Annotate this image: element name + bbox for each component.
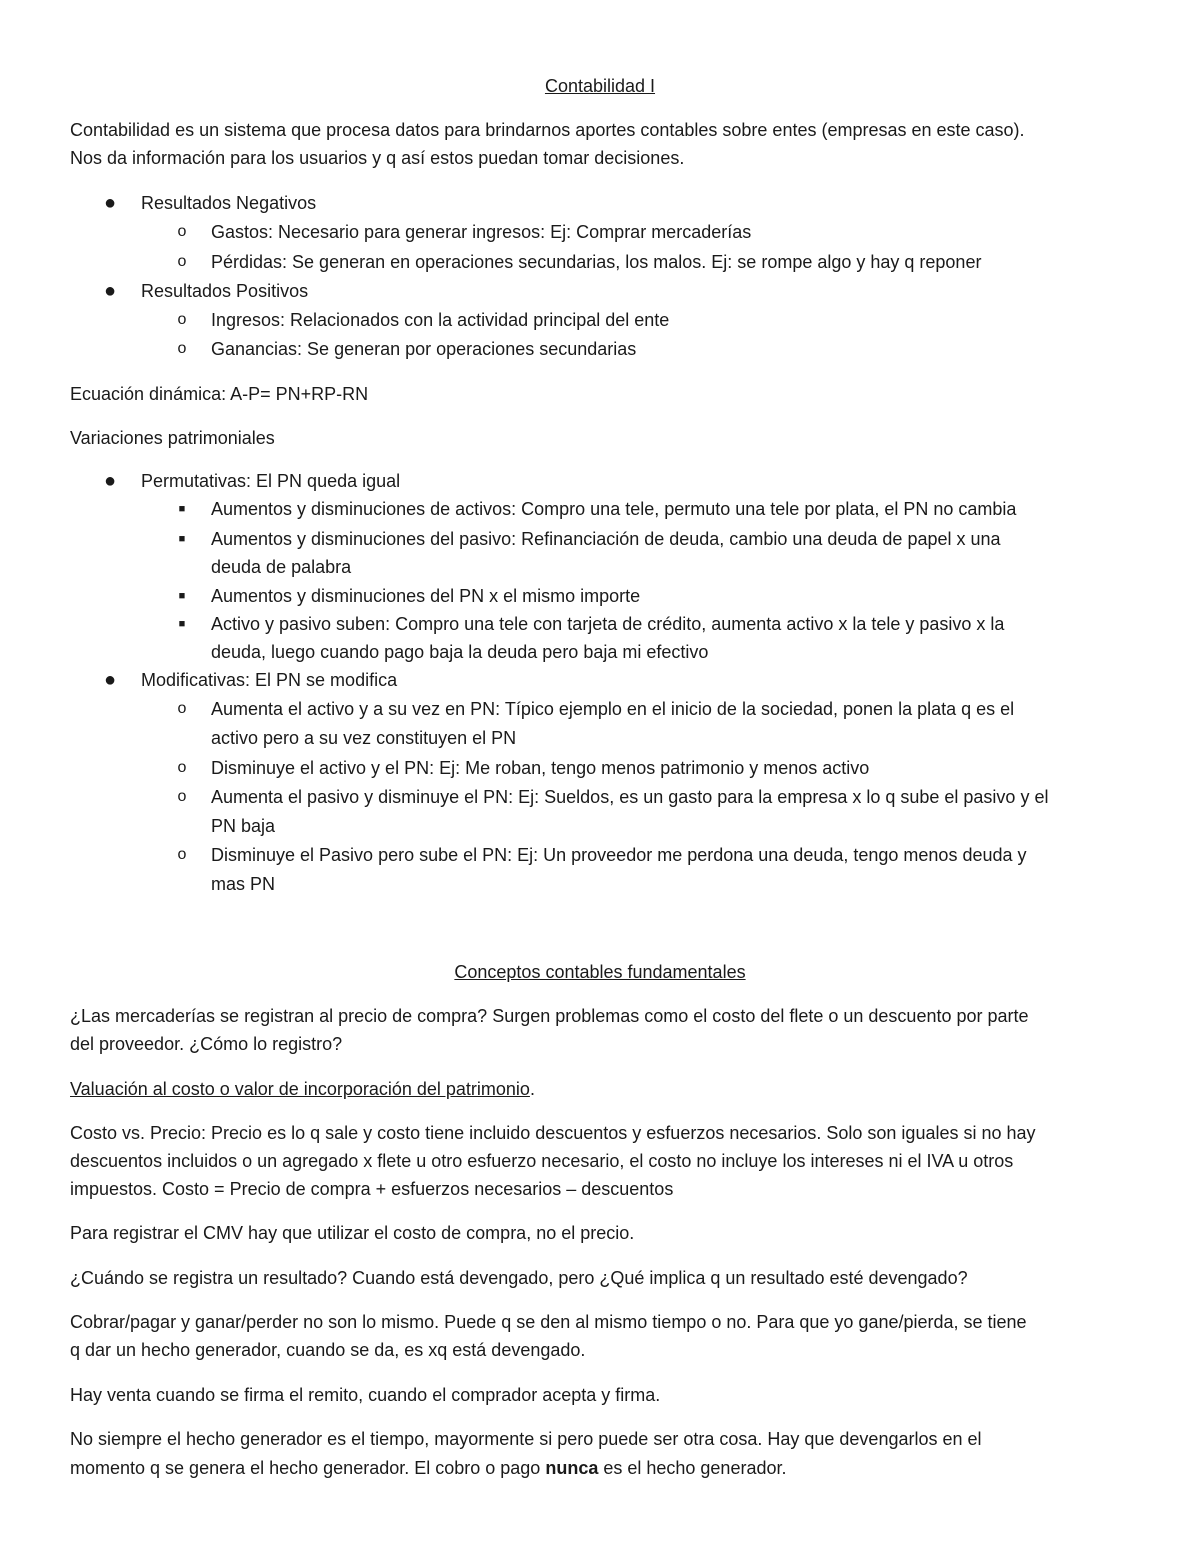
bullet-circle: o [177,223,187,240]
bullet-square: ■ [178,590,186,602]
paragraph-line: No siempre el hecho generador es el tiempo, mayormente si pero puede ser otra cosa. Hay que devengarlos en el [70,1429,982,1449]
list-subitem: Disminuye el Pasivo pero sube el PN: Ej: Un proveedor me perdona una deuda, tengo menos deuda y [211,845,1027,865]
list-subitem-continued: activo pero a su vez constituyen el PN [211,728,517,748]
list-subitem-continued: PN baja [211,816,276,836]
list-item-modificativas: Modificativas: El PN se modifica [141,670,398,690]
intro-line: Nos da información para los usuarios y q así estos puedan tomar decisiones. [70,148,685,168]
paragraph-line: Hay venta cuando se firma el remito, cuando el comprador acepta y firma. [70,1385,661,1405]
list-subitem: Disminuye el activo y el PN: Ej: Me roban, tengo menos patrimonio y menos activo [211,758,870,778]
list-subitem: Aumentos y disminuciones del PN x el mismo importe [211,586,641,606]
variaciones-title: Variaciones patrimoniales [70,428,275,448]
paragraph-line: impuestos. Costo = Precio de compra + esfuerzos necesarios – descuentos [70,1179,674,1199]
bullet-dot: ● [103,669,117,691]
bullet-circle: o [177,759,187,776]
list-subitem: Aumenta el pasivo y disminuye el PN: Ej: Sueldos, es un gasto para la empresa x lo q sube el pasivo y el [211,787,1049,807]
list-item-permutativas: Permutativas: El PN queda igual [141,471,401,491]
paragraph-text: momento q se genera el hecho generador. El cobro o pago [70,1458,546,1478]
list-subitem: Aumenta el activo y a su vez en PN: Típico ejemplo en el inicio de la sociedad, ponen la plata q es el [211,699,1015,719]
list-item-resultados-negativos: Resultados Negativos [141,193,317,213]
section-title: Conceptos contables fundamentales [454,962,746,982]
emphasis-nunca: nunca [545,1458,599,1478]
ecuacion-dinamica: Ecuación dinámica: A-P= PN+RP-RN [70,384,369,404]
list-subitem: Pérdidas: Se generan en operaciones secundarias, los malos. Ej: se rompe algo y hay q reponer [211,252,982,272]
bullet-dot: ● [103,280,117,302]
paragraph-line: Costo vs. Precio: Precio es lo q sale y costo tiene incluido descuentos y esfuerzos necesarios. Solo son iguales si no hay [70,1123,1036,1143]
intro-line: Contabilidad es un sistema que procesa datos para brindarnos aportes contables sobre entes (empresas en este caso). [70,120,1025,140]
list-subitem-continued: deuda, luego cuando pago baja la deuda pero baja mi efectivo [211,642,709,662]
bullet-dot: ● [103,470,117,492]
list-subitem-continued: deuda de palabra [211,557,352,577]
bullet-square: ■ [178,503,186,515]
paragraph-line [70,1456,786,1480]
list-item-resultados-positivos: Resultados Positivos [141,281,309,301]
list-subitem: Aumentos y disminuciones del pasivo: Refinanciación de deuda, cambio una deuda de papel x una [211,529,1001,549]
bullet-circle: o [177,253,187,270]
paragraph-text: es el hecho generador. [598,1458,787,1478]
bullet-circle: o [177,846,187,863]
list-subitem: Aumentos y disminuciones de activos: Compro una tele, permuto una tele por plata, el PN no cambia [211,499,1017,519]
valuacion-heading-period: . [529,1079,535,1099]
valuacion-heading-text: Valuación al costo o valor de incorporación del patrimonio [70,1079,530,1099]
bullet-circle: o [177,311,187,328]
paragraph-line: q dar un hecho generador, cuando se da, es xq está devengado. [70,1340,586,1360]
valuacion-heading [70,1077,535,1101]
list-subitem: Gastos: Necesario para generar ingresos: Ej: Comprar mercaderías [211,222,752,242]
bullet-dot: ● [103,192,117,214]
page-title: Contabilidad I [544,76,656,96]
paragraph-line: Cobrar/pagar y ganar/perder no son lo mismo. Puede q se den al mismo tiempo o no. Para que yo gane/pierda, se tiene [70,1312,1027,1332]
paragraph-line: ¿Las mercaderías se registran al precio de compra? Surgen problemas como el costo del flete o un descuento por parte [70,1006,1029,1026]
bullet-circle: o [177,700,187,717]
paragraph-line: del proveedor. ¿Cómo lo registro? [70,1034,343,1054]
list-subitem-continued: mas PN [211,874,276,894]
list-subitem: Ganancias: Se generan por operaciones secundarias [211,339,637,359]
list-subitem: Activo y pasivo suben: Compro una tele con tarjeta de crédito, aumenta activo x la tele y pasivo x la [211,614,1005,634]
list-subitem: Ingresos: Relacionados con la actividad principal del ente [211,310,670,330]
bullet-square: ■ [178,618,186,630]
paragraph-line: descuentos incluidos o un agregado x flete u otro esfuerzo necesario, el costo no incluye los intereses ni el IVA u otros [70,1151,1014,1171]
bullet-circle: o [177,340,187,357]
paragraph-line: ¿Cuándo se registra un resultado? Cuando está devengado, pero ¿Qué implica q un resultado esté devengado? [70,1268,968,1288]
bullet-circle: o [177,788,187,805]
paragraph-line: Para registrar el CMV hay que utilizar el costo de compra, no el precio. [70,1223,635,1243]
bullet-square: ■ [178,533,186,545]
